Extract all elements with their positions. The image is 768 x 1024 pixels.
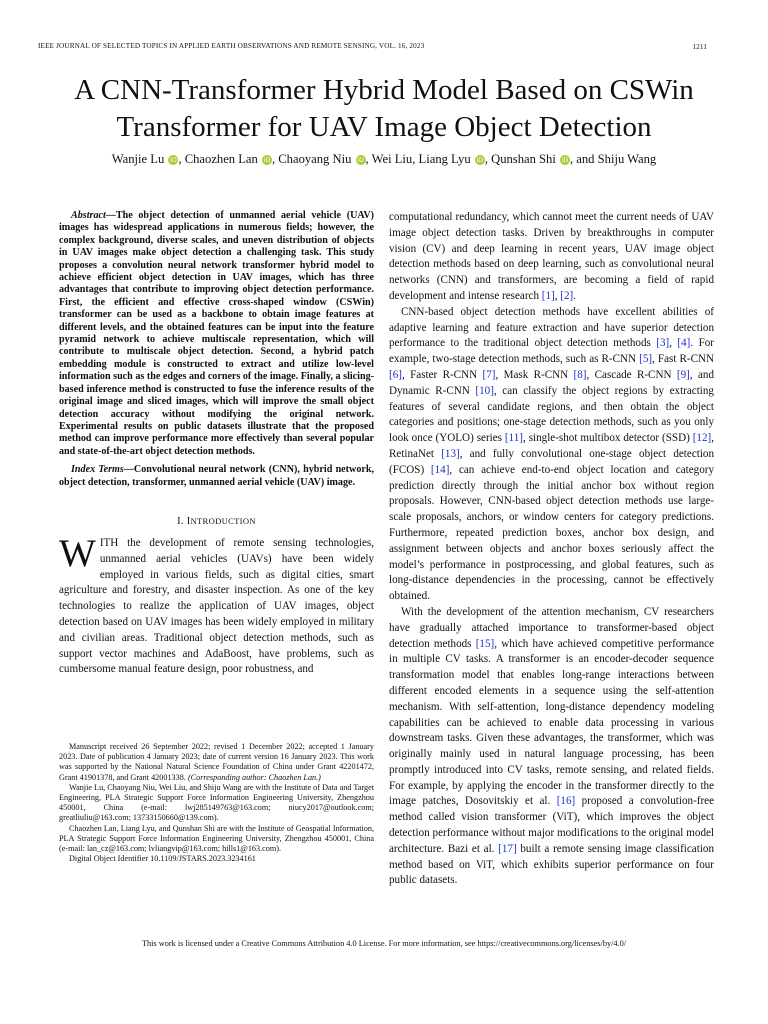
drop-cap: W: [59, 531, 96, 575]
citation-link[interactable]: [2]: [560, 289, 574, 302]
orcid-icon[interactable]: iD: [263, 156, 271, 164]
footnote-doi: Digital Object Identifier 10.1109/JSTARS.2023.3234161: [69, 854, 256, 864]
orcid-icon[interactable]: iD: [476, 156, 484, 164]
paragraph-text: proposed a convolution-free method called vision transformer (ViT), which improves the object detection performance without major modifications to the original model architecture. Bazi et al.: [389, 795, 714, 855]
section-title-first: I: [186, 515, 191, 527]
license-notice: This work is licensed under a Creative Commons Attribution 4.0 License. For more information, see https://creativecommons.org/licenses/by/4.0/: [141, 939, 627, 948]
citation-link[interactable]: [6]: [389, 368, 402, 381]
section-heading: [59, 516, 374, 527]
citation-link[interactable]: [16]: [556, 795, 576, 808]
author-list: Wanjie Lu iD , Chaozhen Lan iD , Chaoyang Niu iD , Wei Liu, Liang Lyu iD , Qunshan Shi iD , and Shiju Wang: [111, 152, 657, 166]
author-name: Chaoyang Niu: [278, 152, 352, 166]
index-terms: [59, 464, 374, 489]
citation-link[interactable]: [15]: [475, 637, 495, 650]
citation-link[interactable]: [9]: [676, 368, 690, 381]
index-terms-label: Index Terms: [71, 464, 124, 476]
intro-paragraph: [59, 531, 374, 678]
abstract: [59, 210, 374, 458]
citation-link[interactable]: [5]: [639, 353, 653, 366]
orcid-icon[interactable]: iD: [170, 156, 177, 164]
paragraph-text: , single-shot multibox detector (SSD): [523, 432, 693, 445]
citation-link[interactable]: [12]: [692, 432, 712, 445]
footnote-affiliation-1: Wanjie Lu, Chaoyang Niu, Wei Liu, and Shiju Wang are with the Institute of Data and Target Engineering, PLA Strategic Support Force Information Engineering University, Zhengzhou 450001, China (e-mail: lwj285149763@163.com; niucy2017@outlook.com; greatliuliu@163.com; 13733150660@139.com).: [59, 782, 374, 823]
author-name: Liang Lyu: [418, 152, 471, 166]
paragraph-text: , and fully convolutional one-stage object detection (FCOS): [389, 447, 714, 476]
title-line-2: Transformer for UAV Image Object Detection: [116, 111, 652, 143]
citation-link[interactable]: [11]: [504, 432, 523, 445]
author-name: Qunshan Shi: [491, 152, 556, 166]
body-paragraph: [389, 605, 714, 889]
citation-link[interactable]: [17]: [498, 842, 517, 855]
citation-link[interactable]: [10]: [475, 384, 494, 397]
author-name: Shiju Wang: [597, 152, 657, 166]
body-paragraph: CNN-based object detection methods have excellent abilities of adaptive learning and feature extraction and have superior detection performance to the traditional object detection methods [3], [4]. For example, two-stage detection methods, such as R-CNN [5], Fast R-CNN [6], Faster R-CNN [7], Mask R-CNN [8], Cascade R-CNN [9], and Dynamic R-CNN [10], can classify the object regions by extracting features of several candidate regions, and then obtain the object categories and positions; one-stage detection methods, such as you only look once (YOLO) series [11], single-shot multibox detector (SSD) [12], RetinaNet [13], and fully convolutional one-stage object detection (FCOS) [14], can achieve end-to-end object location and category prediction directly through the initial anchor box without region proposals. However, CNN-based object detection methods use large-scale proposals, anchors, or window centers for category predictions. Furthermore, repeated prediction boxes, anchor box design, and assignment between objects and anchor boxes seriously affect the model’s performance in postprocessing, and global features, such as long-distance dependencies in the processing, cannot be effectively obtained.: [389, 305, 714, 603]
orcid-icon[interactable]: iD: [357, 156, 364, 164]
paragraph-text: , Faster R-CNN: [401, 368, 483, 381]
abstract-label: Abstract: [71, 210, 106, 221]
author-name: Wanjie Lu: [111, 152, 165, 166]
paragraph-text: , which have achieved competitive performance in multiple CV tasks. A transformer is an encoder-decoder sequence transformation model that enables long-range interactions between different encoded elements in a sequence using the self-attention mechanism. With self-attention, long-distance dependency modeling capabilities can be achieved to enable data processing in various downstream tasks. Given these advantages, the transformer, which was originally mainly used in natural language processing, has been promptly introduced into CV tasks, remote sensing, and related fields. For example, by applying the encoder in the transformer directly to the image patches, Dosovitskiy et al.: [389, 637, 714, 808]
footnote-text: Manuscript received 26 September 2022; revised 1 December 2022; accepted 1 January 2023. Date of publication 4 January 2023; date of current version 16 January 2023. This work was supported by the National Natural Science Foundation of China under Grant 42201472, Grant 41901378, and Grant 42001338.: [59, 742, 374, 782]
section-numeral: I.: [177, 515, 184, 527]
abstract-text: —The object detection of unmanned aerial vehicle (UAV) images has widespread applications in numerous fields; however, the complex background, diverse scales, and uneven distribution of objects in UAV images make object detection a challenging task. This study proposes a convolution neural network transformer hybrid model to achieve efficient object detection in UAV images, which has three advantages that contribute to improving object detection performance. First, the efficient and effective cross-shaped window (CSWin) transformer can be used as a backbone to obtain image features at different levels, and the obtained features can be input into the feature pyramid network to achieve multiscale representation, which will contribute to multiscale object detection. Second, a hybrid patch embedding module is constructed to extract and utilize low-level information such as the edges and corners of the image. Finally, a slicing-based inference method is constructed to fuse the inference results of the original image and sliced images, which will improve the small object detection accuracy without modifying the original network. Experimental results on public datasets illustrate that the proposed method can improve performance more effectively than several popular and state-of-the-art object detection methods.: [59, 210, 374, 457]
page-number: 1211: [692, 42, 707, 51]
citation-link[interactable]: [14]: [430, 463, 450, 476]
orcid-icon[interactable]: iD: [561, 156, 569, 164]
paragraph-text: built a remote sensing image classification method based on ViT, which exhibits superior performance on four public datasets.: [389, 842, 714, 887]
paragraph-text: , can achieve end-to-end object location and category prediction directly through the initial anchor box without region proposals. However, CNN-based object detection methods use large-scale proposals, anchors, or window centers for category predictions. Furthermore, repeated prediction boxes, anchor box design, and assignment between objects and anchor boxes seriously affect the model’s performance in postprocessing, and global features, such as long-distance dependencies in the processing, cannot be effectively obtained.: [389, 463, 714, 603]
paragraph-text: , Cascade R-CNN: [586, 368, 677, 381]
corresponding-author: (Corresponding author: Chaozhen Lan.): [187, 772, 321, 782]
footnote-manuscript: [59, 742, 374, 783]
citation-link[interactable]: [7]: [482, 368, 496, 381]
footnotes: [59, 742, 374, 864]
citation-link[interactable]: [8]: [573, 368, 587, 381]
paragraph-text: , can classify the object regions by extracting features of several candidate regions, and then obtain the object categories and positions; one-stage detection methods, such as you only look once (YOLO) series: [389, 384, 714, 445]
paragraph-text: CNN-based object detection methods have excellent abilities of adaptive learning and feature extraction and have superior detection performance to the traditional object detection methods: [389, 305, 714, 350]
paragraph-text: , RetinaNet: [389, 432, 714, 460]
paragraph-text: computational redundancy, which cannot meet the current needs of UAV image object detection tasks. Driven by breakthroughs in computer vision (CV) and deep learning in recent years, UAV image object detection methods based on deep learning, such as convolutional neural networks (CNN) and transformers, are becoming a field of rapid development and intense research: [389, 211, 714, 302]
title-line-1: A CNN-Transformer Hybrid Model Based on CSWin: [74, 74, 694, 106]
citation-link[interactable]: [13]: [441, 447, 460, 460]
citation-link[interactable]: [1]: [541, 289, 555, 302]
footnote-affiliation-2: Chaozhen Lan, Liang Lyu, and Qunshan Shi are with the Institute of Geospatial Information, PLA Strategic Support Force Information Engineering University, Zhengzhou 450001, China (e-mail: lan_cz@163.com; lvliangvip@163.com; hills1@163.com).: [59, 823, 374, 854]
citation-link[interactable]: [4]: [677, 337, 691, 350]
paper-title: [0, 72, 768, 146]
index-terms-text: —Convolutional neural network (CNN), hybrid network, object detection, transformer, unmanned aerial vehicle (UAV) image.: [59, 464, 374, 488]
citation-link[interactable]: [3]: [656, 337, 670, 350]
author-name: Wei Liu: [371, 152, 413, 166]
author-name: Chaozhen Lan: [184, 152, 258, 166]
paragraph-text: With the development of the attention mechanism, CV researchers have gradually attached importance to transformer-based object detection methods: [389, 605, 714, 650]
body-paragraph: computational redundancy, which cannot meet the current needs of UAV image object detection tasks. Driven by breakthroughs in computer vision (CV) and deep learning in recent years, UAV image object detection methods based on deep learning, such as convolutional neural networks (CNN) and transformers, are becoming a field of rapid development and intense research [1], [2].: [389, 211, 714, 302]
paragraph-text: , and Dynamic R-CNN: [389, 368, 714, 397]
paragraph-text: . For example, two-stage detection methods, such as R-CNN: [389, 337, 714, 366]
paragraph-text: , Fast R-CNN: [652, 353, 714, 366]
intro-text: ITH the development of remote sensing technologies, unmanned aerial vehicles (UAVs) have been widely employed in various fields, such as digital cities, smart agriculture and forestry, and disaster inspection. As one of the key technologies to realize the application of UAV images, object detection based on UAV images has been widely employed in military and civilian areas. Traditional object detection methods, such as support vector machines and AdaBoost, have problems, such as cumbersome manual feature design, poor robustness, and: [59, 536, 374, 676]
section-title-rest: NTRODUCTION: [190, 515, 256, 526]
paragraph-text: , Mask R-CNN: [495, 368, 574, 381]
running-header: IEEE JOURNAL OF SELECTED TOPICS IN APPLIED EARTH OBSERVATIONS AND REMOTE SENSING, VOL. 16, 2023: [38, 42, 425, 50]
right-column: [389, 210, 714, 889]
left-column: [59, 210, 374, 678]
